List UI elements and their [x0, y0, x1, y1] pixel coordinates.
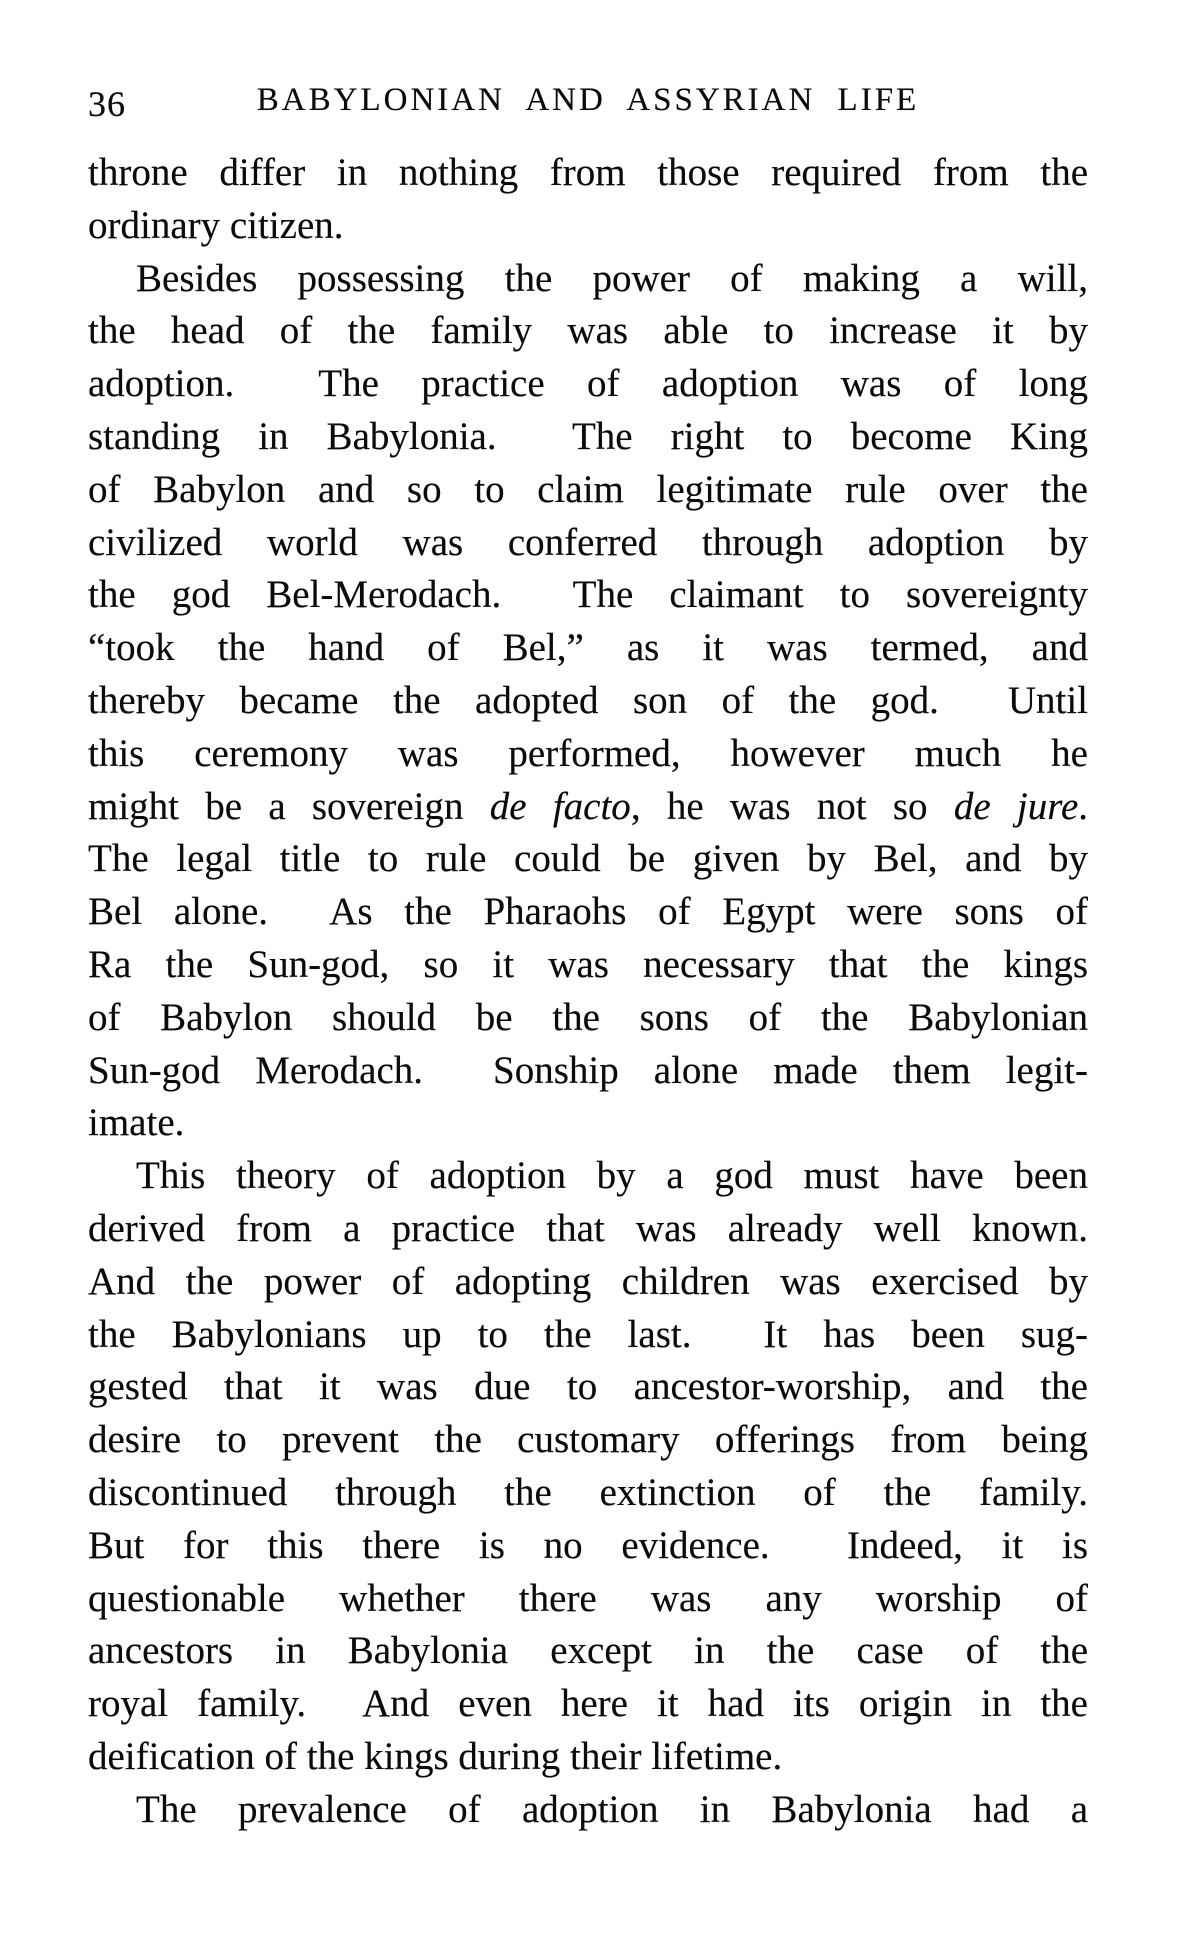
text-line: [88, 1573, 1088, 1626]
text-line: [88, 305, 1088, 358]
text-segment: civilized world was conferred through adoption by: [88, 520, 1088, 564]
text-segment: discontinued through the extinction of the family.: [88, 1470, 1088, 1514]
text-line: [88, 1203, 1088, 1256]
italic-phrase: de facto: [489, 784, 631, 828]
text-line: [88, 1784, 1088, 1837]
text-segment: “took the hand of Bel,” as it was termed, and: [88, 626, 1088, 670]
text-line: [88, 1256, 1088, 1309]
text-segment: of Babylon should be the sons of the Babylonian: [88, 995, 1088, 1039]
text-line: [88, 1414, 1088, 1467]
text-segment: thereby became the adopted son of the god. Until: [88, 678, 1088, 722]
text-segment: Besides possessing the power of making a will,: [136, 256, 1088, 300]
text-segment: the Babylonians up to the last. It has been sug-: [88, 1312, 1088, 1356]
text-segment: of Babylon and so to claim legitimate rule over the: [88, 467, 1088, 511]
text-line: [88, 622, 1088, 675]
text-line: [88, 569, 1088, 622]
text-line: [88, 1045, 1088, 1098]
text-line: [88, 886, 1088, 939]
text-segment: Sun-god Merodach. Sonship alone made them legit-: [88, 1048, 1088, 1092]
text-line: [88, 992, 1088, 1045]
text-line: [88, 1678, 1088, 1731]
text-segment: might be a sovereign: [88, 784, 490, 828]
text-segment: The prevalence of adoption in Babylonia had a: [136, 1787, 1088, 1831]
text-segment: But for this there is no evidence. Indeed, it is: [88, 1523, 1088, 1567]
text-line: [88, 253, 1088, 306]
text-line: [88, 147, 1088, 200]
text-segment: desire to prevent the customary offerings from being: [88, 1418, 1088, 1462]
running-head-row: [88, 82, 1088, 126]
running-header: BABYLONIAN AND ASSYRIAN LIFE: [256, 82, 920, 118]
text-segment: standing in Babylonia. The right to become King: [88, 414, 1088, 458]
text-line: [88, 728, 1088, 781]
text-segment: derived from a practice that was already well known.: [88, 1206, 1088, 1250]
text-segment: adoption. The practice of adoption was of long: [88, 362, 1088, 406]
text-line: [88, 1731, 1088, 1784]
text-segment: Ra the Sun-god, so it was necessary that the kings: [88, 942, 1088, 986]
text-segment: the god Bel-Merodach. The claimant to sovereignty: [88, 573, 1088, 617]
text-segment: questionable whether there was any worship of: [88, 1576, 1088, 1620]
text-line: [88, 1309, 1088, 1362]
text-line: [88, 1150, 1088, 1203]
text-segment: the head of the family was able to increase it by: [88, 309, 1088, 353]
text-segment: this ceremony was performed, however much he: [88, 731, 1088, 775]
text-segment: gested that it was due to ancestor-worship, and the: [88, 1365, 1088, 1409]
page-body: [88, 147, 1088, 1837]
text-segment: This theory of adoption by a god must have been: [136, 1154, 1088, 1198]
text-segment: throne differ in nothing from those required from the: [88, 151, 1088, 194]
text-segment: And the power of adopting children was exercised by: [88, 1259, 1088, 1303]
text-line: [88, 411, 1088, 464]
text-segment: royal family. And even here it had its origin in the: [88, 1682, 1088, 1726]
italic-phrase: de jure: [953, 784, 1079, 828]
text-segment: ancestors in Babylonia except in the case of the: [88, 1629, 1088, 1673]
text-line: [88, 464, 1088, 517]
text-segment: imate.: [88, 1101, 185, 1145]
text-line: [88, 781, 1088, 834]
text-line: [88, 1520, 1088, 1573]
text-segment: ordinary citizen.: [88, 203, 344, 247]
text-line: [88, 517, 1088, 570]
text-line: [88, 1361, 1088, 1414]
text-segment: The legal title to rule could be given by Bel, and by: [88, 837, 1088, 881]
text-line: [88, 675, 1088, 728]
text-segment: deification of the kings during their lifetime.: [88, 1734, 783, 1778]
text-segment: , he was not so: [630, 784, 954, 828]
text-segment: .: [1078, 784, 1088, 828]
text-line: [88, 1467, 1088, 1520]
text-segment: Bel alone. As the Pharaohs of Egypt were sons of: [88, 890, 1088, 934]
text-line: [88, 358, 1088, 411]
text-line: [88, 200, 1088, 253]
text-line: [88, 1625, 1088, 1678]
text-line: [88, 1097, 1088, 1150]
text-line: [88, 833, 1088, 886]
page-number: 36: [88, 84, 126, 124]
text-line: [88, 939, 1088, 992]
